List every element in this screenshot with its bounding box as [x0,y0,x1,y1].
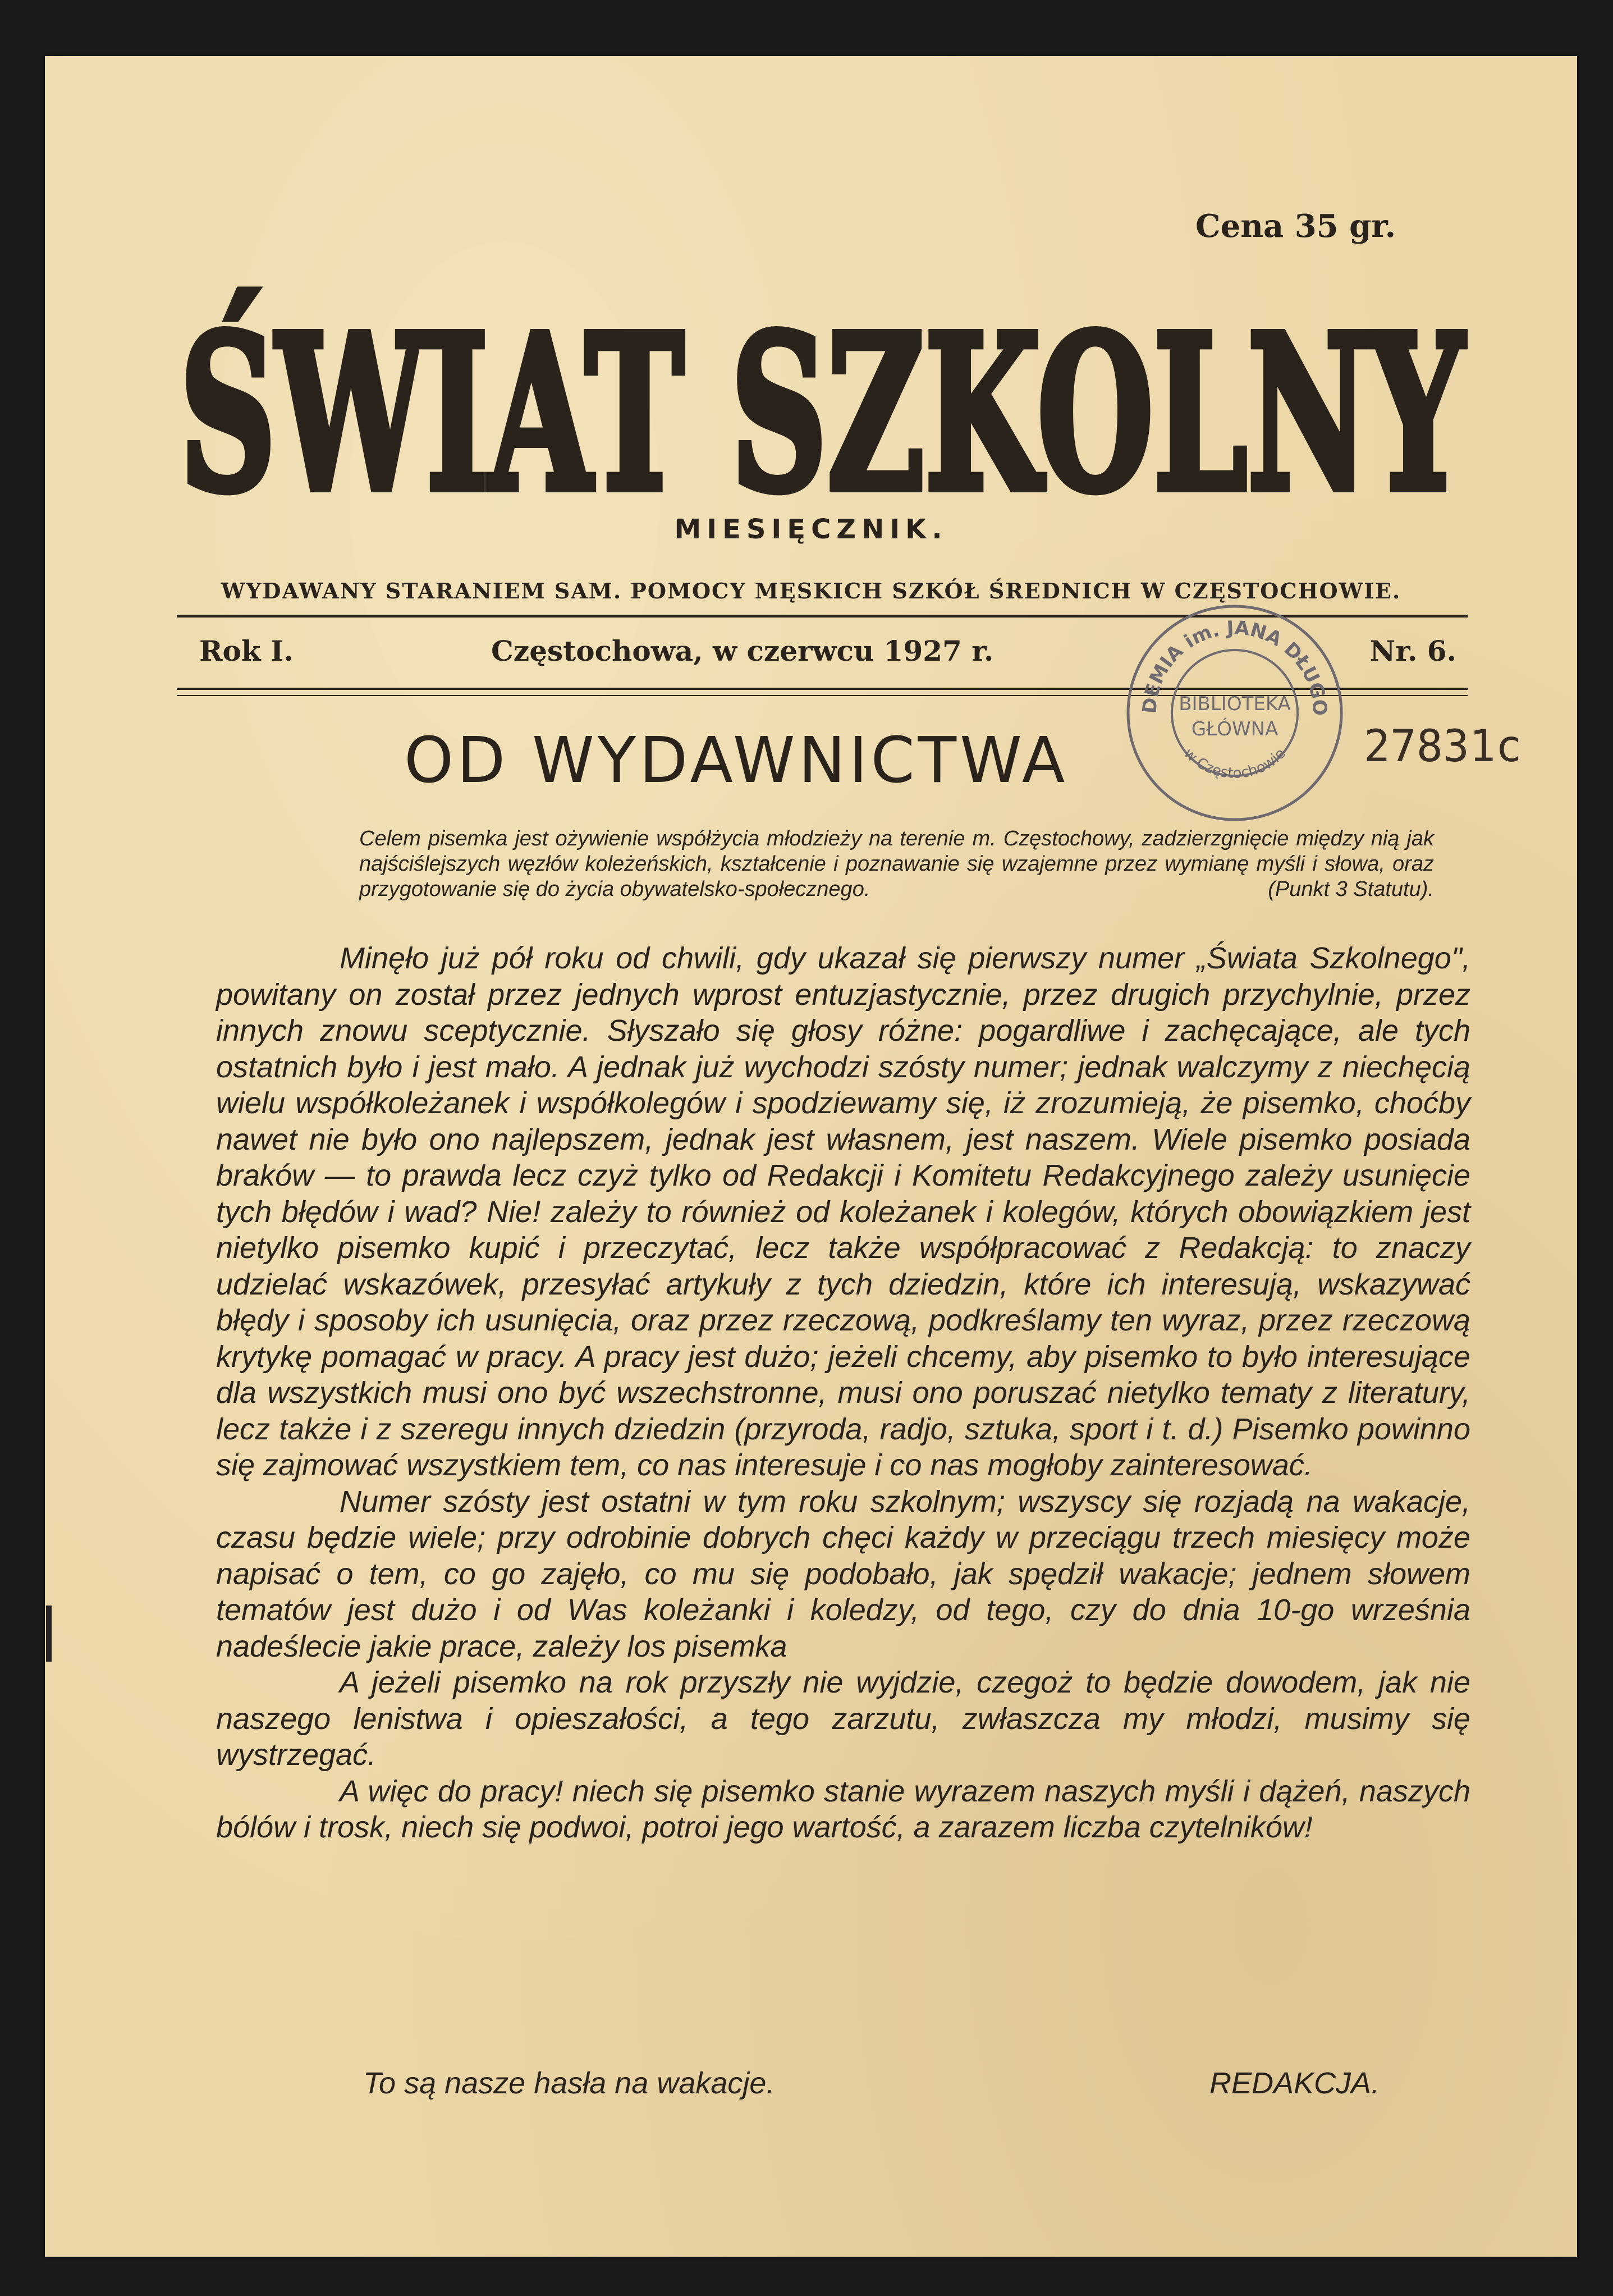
paragraph-2: Numer szósty jest ostatni w tym roku szkolnym; wszyscy się rozjadą na wakacje, czasu będzie wiele; przy odrobinie dobrych chęci każdy w przeciągu trzech miesięcy może napisać o tem, co go zajęło, co mu się podobało, jak spędził wakacje; jednem słowem tematów jest dużo i od Was koleżanki i koledzy, od tego, czy do dnia 10-go września nadeślecie jakie prace, zależy los pisemka [216,1484,1470,1663]
closing-text: To są nasze hasła na wakacje. [363,2066,775,2100]
subtitle: MIESIĘCZNIK. [674,514,948,545]
motto-text: Celem pisemka jest ożywienie współżycia młodzieży na terenie m. Częstochowy, zadzierzgnięcie między nią jak najściślejszych węzłów koleżeńskich, kształcenie i poznawanie się wzajemne przez wymianę myśli i słowa, oraz przygotowanie się do życia obywatelsko-społecznego. [359,827,1434,901]
motto-source: (Punkt 3 Statutu). [1268,877,1434,901]
library-stamp-seal [1117,595,1353,831]
masthead-title-text: ŚWIAT SZKOLNY [180,288,1468,516]
binding-clip [46,1606,52,1662]
shelfmark-number: 27831c [1364,721,1522,772]
stamp-bottom-text: w Częstochowie [1180,745,1289,782]
library-stamp [1117,595,1353,831]
stamp-center-line1: BIBLIOTEKA [1179,693,1291,715]
newspaper-page [45,56,1577,2257]
stamp-ring-text: DEMIA im. JANA DŁUGO [1138,616,1331,717]
article-body [216,940,1470,1846]
closing-line [216,2066,1470,2111]
volume-year: Rok I. [199,634,294,667]
masthead-title [177,247,1468,516]
stamp-center-line2: GŁÓWNA [1191,718,1279,740]
publisher-line: WYDAWANY STARANIEM SAM. POMOCY MĘSKICH SZKÓŁ ŚREDNICH W CZĘSTOCHOWIE. [221,578,1401,603]
article-motto [359,826,1434,902]
issue-number: Nr. 6. [1369,634,1456,667]
signature: REDAKCJA. [1209,2066,1380,2100]
paragraph-3: A jeżeli pisemko na rok przyszły nie wyjdzie, czegoż to będzie dowodem, jak nie naszego lenistwa i opieszałości, a tego zarzutu, zwłaszcza my młodzi, musimy się wystrzegać. [216,1666,1470,1772]
article-title: OD WYDAWNICTWA [404,724,1069,797]
paragraph-1: Minęło już pół roku od chwili, gdy ukazał się pierwszy numer „Świata Szkolnego", powitany on został przez jednych wprost entuzjastycznie, przez drugich przychylnie, przez innych znowu sceptycznie. Słyszało się głosy różne: pogardliwe i zachęcające, ale tych ostatnich było i jest mało. A jednak już wychodzi szósty numer; jednak walczymy z niechęcią wielu współkoleżanek i współkolegów i spodziewamy się, iż zrozumieją, że pisemko, choćby nawet nie było ono najlepszem, jednak jest własnem, jest naszem. Wiele pisemko posiada braków — to prawda lecz czyż tylko od Redakcji i Komitetu Redakcyjnego zależy usunięcie tych błędów i wad? Nie! zależy to również od koleżanek i kolegów, których obowiązkiem jest nietylko pisemko kupić i przeczytać, lecz także współpracować z Redakcją: to znaczy udzielać wskazówek, przesyłać artykuły z tych dziedzin, które ich interesują, wskazywać błędy i sposoby ich usunięcia, oraz przez rzeczową, podkreślamy ten wyraz, przez rzeczową krytykę pomagać w pracy. A pracy jest dużo; jeżeli chcemy, aby pisemko to było interesujące dla wszystkich musi ono być wszechstronne, musi ono poruszać nietylko tematy z literatury, lecz także i z szeregu innych dziedzin (przyroda, radjo, sztuka, sport i t. d.) Pisemko powinno się zajmować wszystkiem tem, co nas interesuje i co nas mogłoby zainteresować. [216,941,1470,1482]
masthead-title-art [177,247,1468,516]
price-label: Cena 35 gr. [1195,208,1396,245]
place-date: Częstochowa, w czerwcu 1927 r. [491,634,994,667]
paragraph-4: A więc do pracy! niech się pisemko stanie wyrazem naszych myśli i dążeń, naszych bólów i trosk, niech się podwoi, potroi jego wartość, a zarazem liczba czytelników! [216,1774,1470,1844]
